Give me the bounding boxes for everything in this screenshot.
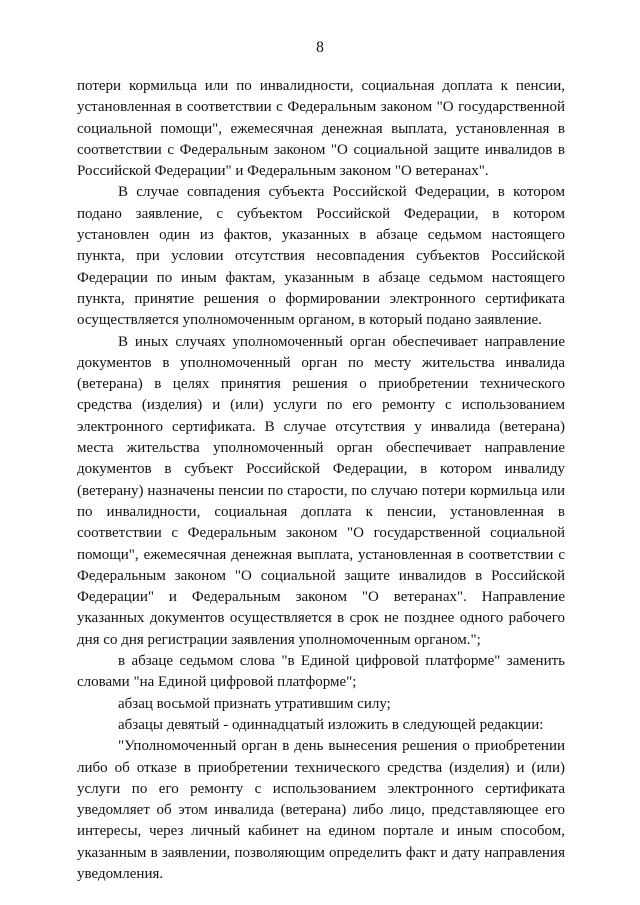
paragraph: в абзаце седьмом слова "в Единой цифровой платформе" заменить словами "на Единой цифровой платформе"; (77, 653, 565, 691)
paragraph: В иных случаях уполномоченный орган обеспечивает направление документов в уполномоченный орган по месту жительства инвалида (ветерана) в целях принятия решения о приобретении технического средства (изделия) и (или) услуги по его ремонту с использованием электронного сертификата. В случае отсутствия у инвалида (ветерана) места жительства уполномоченный орган обеспечивает направление документов в субъект Российской Федерации, в котором инвалиду (ветерану) назначены пенсии по старости, по случаю потери кормильца или по инвалидности, социальная доплата к пенсии, установленная в соответствии с Федеральным законом "О государственной социальной помощи", ежемесячная денежная выплата, установленная в соответствии с Федеральным законом "О социальной защите инвалидов в Российской Федерации" и Федеральным законом "О ветеранах". Направление указанных документов осуществляется в срок не позднее одного рабочего дня со дня регистрации заявления уполномоченным органом."; (77, 333, 565, 648)
paragraph: абзац восьмой признать утратившим силу; (118, 695, 391, 712)
paragraph: В случае совпадения субъекта Российской Федерации, в котором подано заявление, с субъектом Российской Федерации, в котором установлен один из фактов, указанных в абзаце седьмом настоящего пункта, при условии отсутствия несовпадения субъектов Российской Федерации по иным фактам, указанным в абзаце седьмом настоящего пункта, принятие решения о формировании электронного сертификата осуществляется уполномоченным органом, в который подано заявление. (77, 184, 565, 329)
page-number: 8 (316, 39, 324, 56)
paragraph: "Уполномоченный орган в день вынесения решения о приобретении либо об отказе в приобретении технического средства (изделия) и (или) услуги по его ремонту с использованием электронного сертификата уведомляет об этом инвалида (ветерана) либо лицо, представляющее его интересы, через личный кабинет на едином портале и иным способом, указанным в заявлении, позволяющим определить факт и дату направления уведомления. (77, 738, 565, 882)
paragraph: абзацы девятый - одиннадцатый изложить в следующей редакции: (118, 716, 544, 733)
paragraph: потери кормильца или по инвалидности, социальная доплата к пенсии, установленная в соответствии с Федеральным законом "О государственной социальной помощи", ежемесячная денежная выплата, установленная в соответствии с Федеральным законом "О социальной защите инвалидов в Российской Федерации" и Федеральным законом "О ветеранах". (77, 78, 565, 180)
document-body (77, 76, 565, 885)
